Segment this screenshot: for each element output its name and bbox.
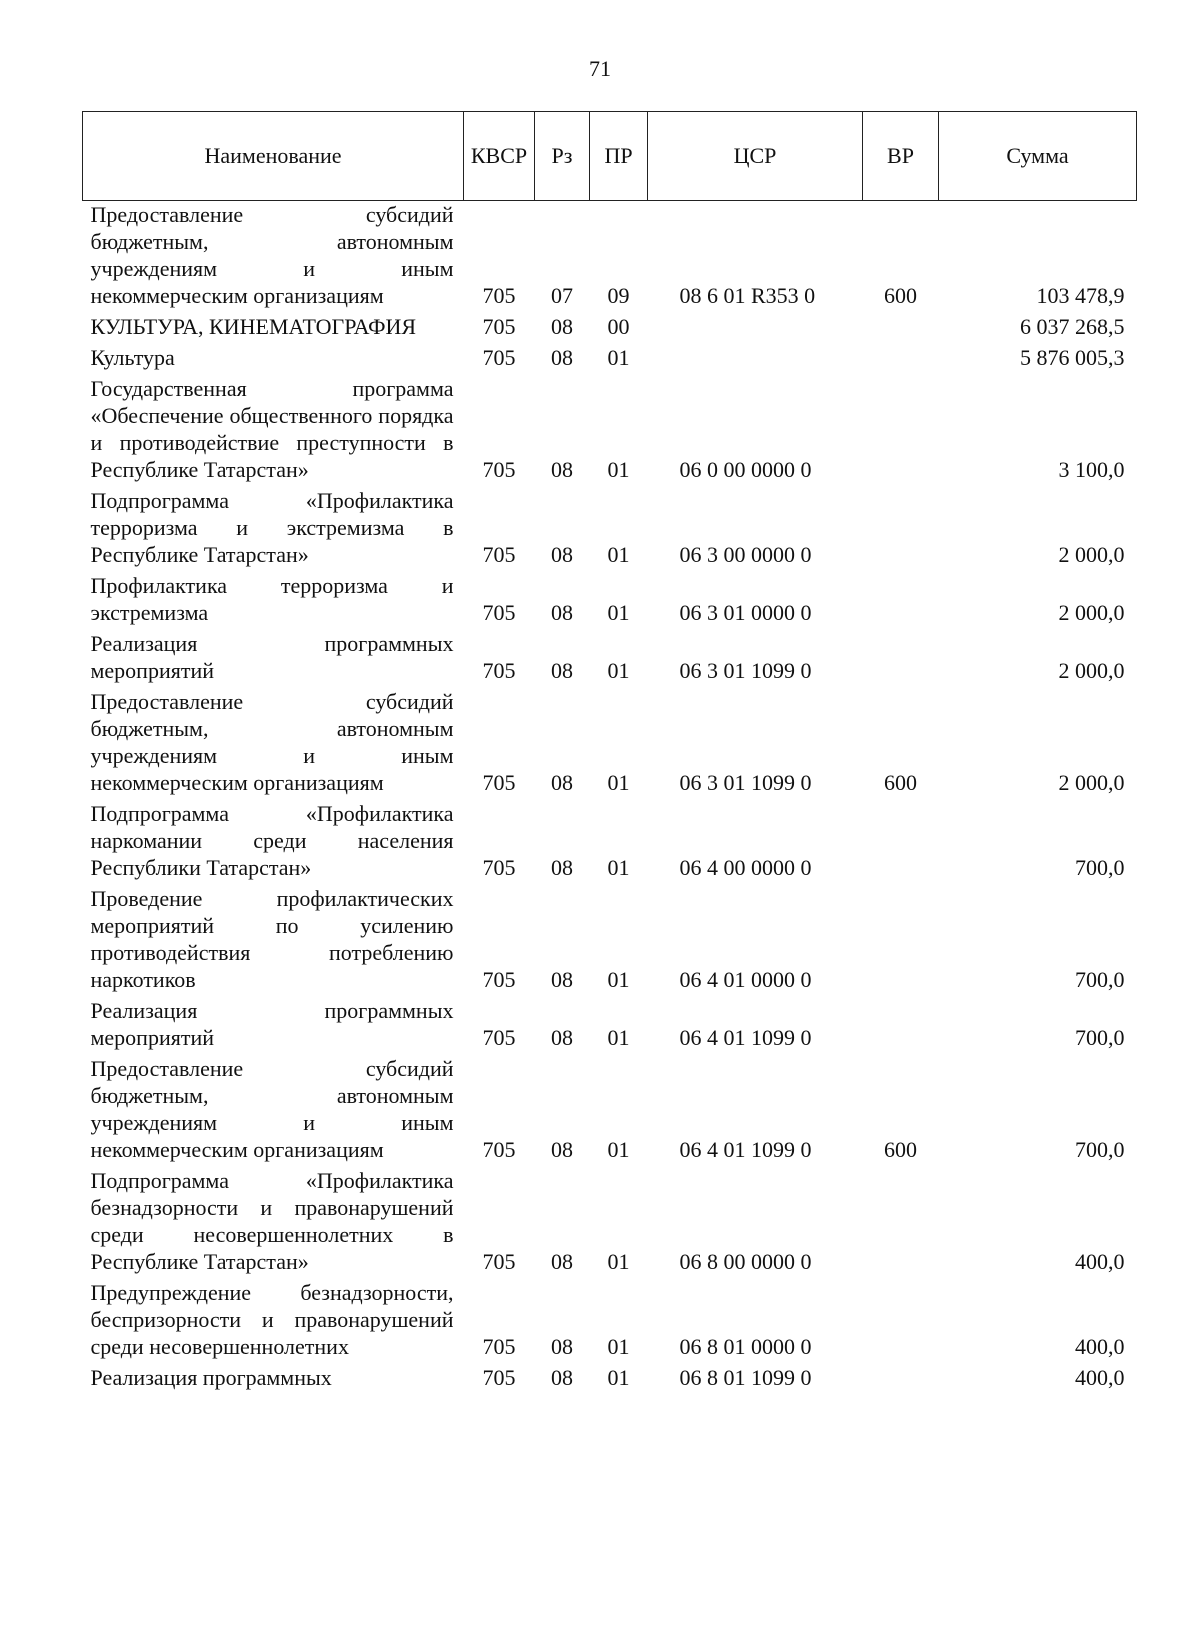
cell-csr: 06 8 00 0000 0	[679, 1249, 812, 1274]
cell-vr: 600	[884, 770, 917, 795]
cell-name: Подпрограмма «Профилактика наркомании среди населения Республики Татарстан»	[90, 801, 454, 880]
budget-table	[82, 111, 1137, 1392]
cell-pr: 01	[607, 658, 630, 683]
cell-sum: 700,0	[1075, 1137, 1125, 1162]
cell-sum: 700,0	[1075, 855, 1125, 880]
cell-kvsr: 705	[482, 314, 516, 339]
cell-sum: 6 037 268,5	[1020, 314, 1125, 339]
cell-rz: 08	[551, 1334, 573, 1359]
table-row	[83, 1164, 1137, 1276]
cell-kvsr: 705	[482, 542, 516, 567]
cell-pr: 01	[607, 967, 630, 992]
cell-pr: 00	[607, 314, 630, 339]
cell-vr	[863, 310, 939, 341]
cell-rz: 07	[551, 283, 573, 308]
cell-sum: 700,0	[1075, 967, 1125, 992]
cell-name: Подпрограмма «Профилактика безнадзорности и правонарушений среди несовершеннолетних в Республике Татарстан»	[90, 1168, 454, 1274]
cell-csr: 06 3 00 0000 0	[679, 542, 812, 567]
header-csr: ЦСР	[648, 112, 863, 201]
cell-name: Реализация программных	[90, 1365, 332, 1390]
cell-sum: 2 000,0	[1058, 770, 1125, 795]
cell-csr: 06 8 01 1099 0	[679, 1365, 812, 1390]
cell-name: Предоставление субсидий бюджетным, автономным учреждениям и иным некоммерческим организациям	[90, 1056, 454, 1162]
cell-csr: 06 4 00 0000 0	[679, 855, 812, 880]
cell-name: Реализация программных мероприятий	[90, 998, 454, 1050]
table-row	[83, 341, 1137, 372]
cell-vr	[863, 1361, 939, 1392]
cell-kvsr: 705	[482, 1137, 516, 1162]
cell-vr	[863, 1164, 939, 1276]
cell-sum: 103 478,9	[1036, 283, 1125, 308]
cell-csr	[648, 310, 863, 341]
cell-vr	[863, 797, 939, 882]
cell-sum: 400,0	[1075, 1365, 1125, 1390]
cell-vr	[863, 882, 939, 994]
cell-pr: 01	[607, 1249, 630, 1274]
cell-rz: 08	[551, 457, 573, 482]
cell-rz: 08	[551, 1365, 573, 1390]
cell-sum: 3 100,0	[1058, 457, 1125, 482]
cell-vr	[863, 1276, 939, 1361]
header-vr: ВР	[863, 112, 939, 201]
cell-kvsr: 705	[482, 1025, 516, 1050]
cell-csr: 06 4 01 1099 0	[679, 1025, 812, 1050]
header-rz: Рз	[535, 112, 590, 201]
cell-csr: 06 4 01 1099 0	[679, 1137, 812, 1162]
cell-pr: 01	[607, 1025, 630, 1050]
cell-kvsr: 705	[482, 770, 516, 795]
cell-sum: 2 000,0	[1058, 658, 1125, 683]
cell-rz: 08	[551, 967, 573, 992]
cell-sum: 2 000,0	[1058, 542, 1125, 567]
cell-rz: 08	[551, 770, 573, 795]
cell-name: Предупреждение безнадзорности, беспризорности и правонарушений среди несовершеннолетних	[90, 1280, 454, 1359]
cell-rz: 08	[551, 542, 573, 567]
table-row	[83, 685, 1137, 797]
table-row	[83, 882, 1137, 994]
cell-name: КУЛЬТУРА, КИНЕМАТОГРАФИЯ	[90, 314, 417, 339]
cell-vr: 600	[884, 283, 917, 308]
table-row	[83, 994, 1137, 1052]
table-header	[83, 112, 1137, 201]
table-row	[83, 1052, 1137, 1164]
table-row	[83, 1276, 1137, 1361]
cell-pr: 01	[607, 1365, 630, 1390]
cell-rz: 08	[551, 658, 573, 683]
cell-kvsr: 705	[482, 1249, 516, 1274]
cell-name: Подпрограмма «Профилактика терроризма и экстремизма в Республике Татарстан»	[90, 488, 454, 567]
cell-pr: 01	[607, 770, 630, 795]
cell-rz: 08	[551, 345, 573, 370]
cell-kvsr: 705	[482, 855, 516, 880]
table-row	[83, 484, 1137, 569]
cell-rz: 08	[551, 1137, 573, 1162]
cell-csr: 06 0 00 0000 0	[679, 457, 812, 482]
cell-kvsr: 705	[482, 1334, 516, 1359]
cell-vr	[863, 994, 939, 1052]
cell-kvsr: 705	[482, 283, 516, 308]
table-row	[83, 569, 1137, 627]
cell-csr: 06 4 01 0000 0	[679, 967, 812, 992]
cell-csr: 06 3 01 1099 0	[679, 658, 812, 683]
header-name: Наименование	[83, 112, 464, 201]
cell-sum: 5 876 005,3	[1020, 345, 1125, 370]
cell-pr: 01	[607, 600, 630, 625]
cell-kvsr: 705	[482, 600, 516, 625]
table-row	[83, 310, 1137, 341]
cell-rz: 08	[551, 600, 573, 625]
cell-sum: 700,0	[1075, 1025, 1125, 1050]
cell-pr: 01	[607, 457, 630, 482]
table-row	[83, 797, 1137, 882]
cell-pr: 01	[607, 345, 630, 370]
cell-pr: 01	[607, 542, 630, 567]
header-pr: ПР	[590, 112, 648, 201]
cell-sum: 400,0	[1075, 1249, 1125, 1274]
cell-vr	[863, 569, 939, 627]
table-row	[83, 372, 1137, 484]
cell-vr	[863, 341, 939, 372]
table-body	[83, 201, 1137, 1393]
cell-kvsr: 705	[482, 457, 516, 482]
cell-name: Предоставление субсидий бюджетным, автономным учреждениям и иным некоммерческим организациям	[90, 689, 454, 795]
header-kvsr: КВСР	[464, 112, 535, 201]
cell-pr: 09	[607, 283, 630, 308]
header-sum: Сумма	[939, 112, 1137, 201]
page-number: 71	[589, 56, 611, 81]
cell-name: Предоставление субсидий бюджетным, автономным учреждениям и иным некоммерческим организациям	[90, 202, 454, 308]
cell-pr: 01	[607, 1137, 630, 1162]
cell-name: Проведение профилактических мероприятий по усилению противодействия потреблению наркотиков	[90, 886, 454, 992]
cell-rz: 08	[551, 1249, 573, 1274]
cell-vr	[863, 484, 939, 569]
cell-sum: 400,0	[1075, 1334, 1125, 1359]
cell-vr	[863, 627, 939, 685]
cell-rz: 08	[551, 855, 573, 880]
cell-csr: 08 6 01 R353 0	[679, 283, 816, 308]
table-row	[83, 627, 1137, 685]
cell-csr	[648, 341, 863, 372]
table-row	[83, 1361, 1137, 1392]
cell-rz: 08	[551, 314, 573, 339]
cell-kvsr: 705	[482, 345, 516, 370]
cell-pr: 01	[607, 855, 630, 880]
cell-name: Реализация программных мероприятий	[90, 631, 454, 683]
cell-kvsr: 705	[482, 1365, 516, 1390]
cell-kvsr: 705	[482, 967, 516, 992]
cell-sum: 2 000,0	[1058, 600, 1125, 625]
cell-kvsr: 705	[482, 658, 516, 683]
cell-vr	[863, 372, 939, 484]
cell-vr: 600	[884, 1137, 917, 1162]
cell-csr: 06 3 01 0000 0	[679, 600, 812, 625]
cell-pr: 01	[607, 1334, 630, 1359]
table-row	[83, 201, 1137, 311]
cell-csr: 06 8 01 0000 0	[679, 1334, 812, 1359]
cell-csr: 06 3 01 1099 0	[679, 770, 812, 795]
cell-name: Государственная программа «Обеспечение общественного порядка и противодействие преступности в Республике Татарстан»	[90, 376, 454, 482]
cell-name: Профилактика терроризма и экстремизма	[90, 573, 454, 625]
cell-name: Культура	[90, 345, 175, 370]
cell-rz: 08	[551, 1025, 573, 1050]
